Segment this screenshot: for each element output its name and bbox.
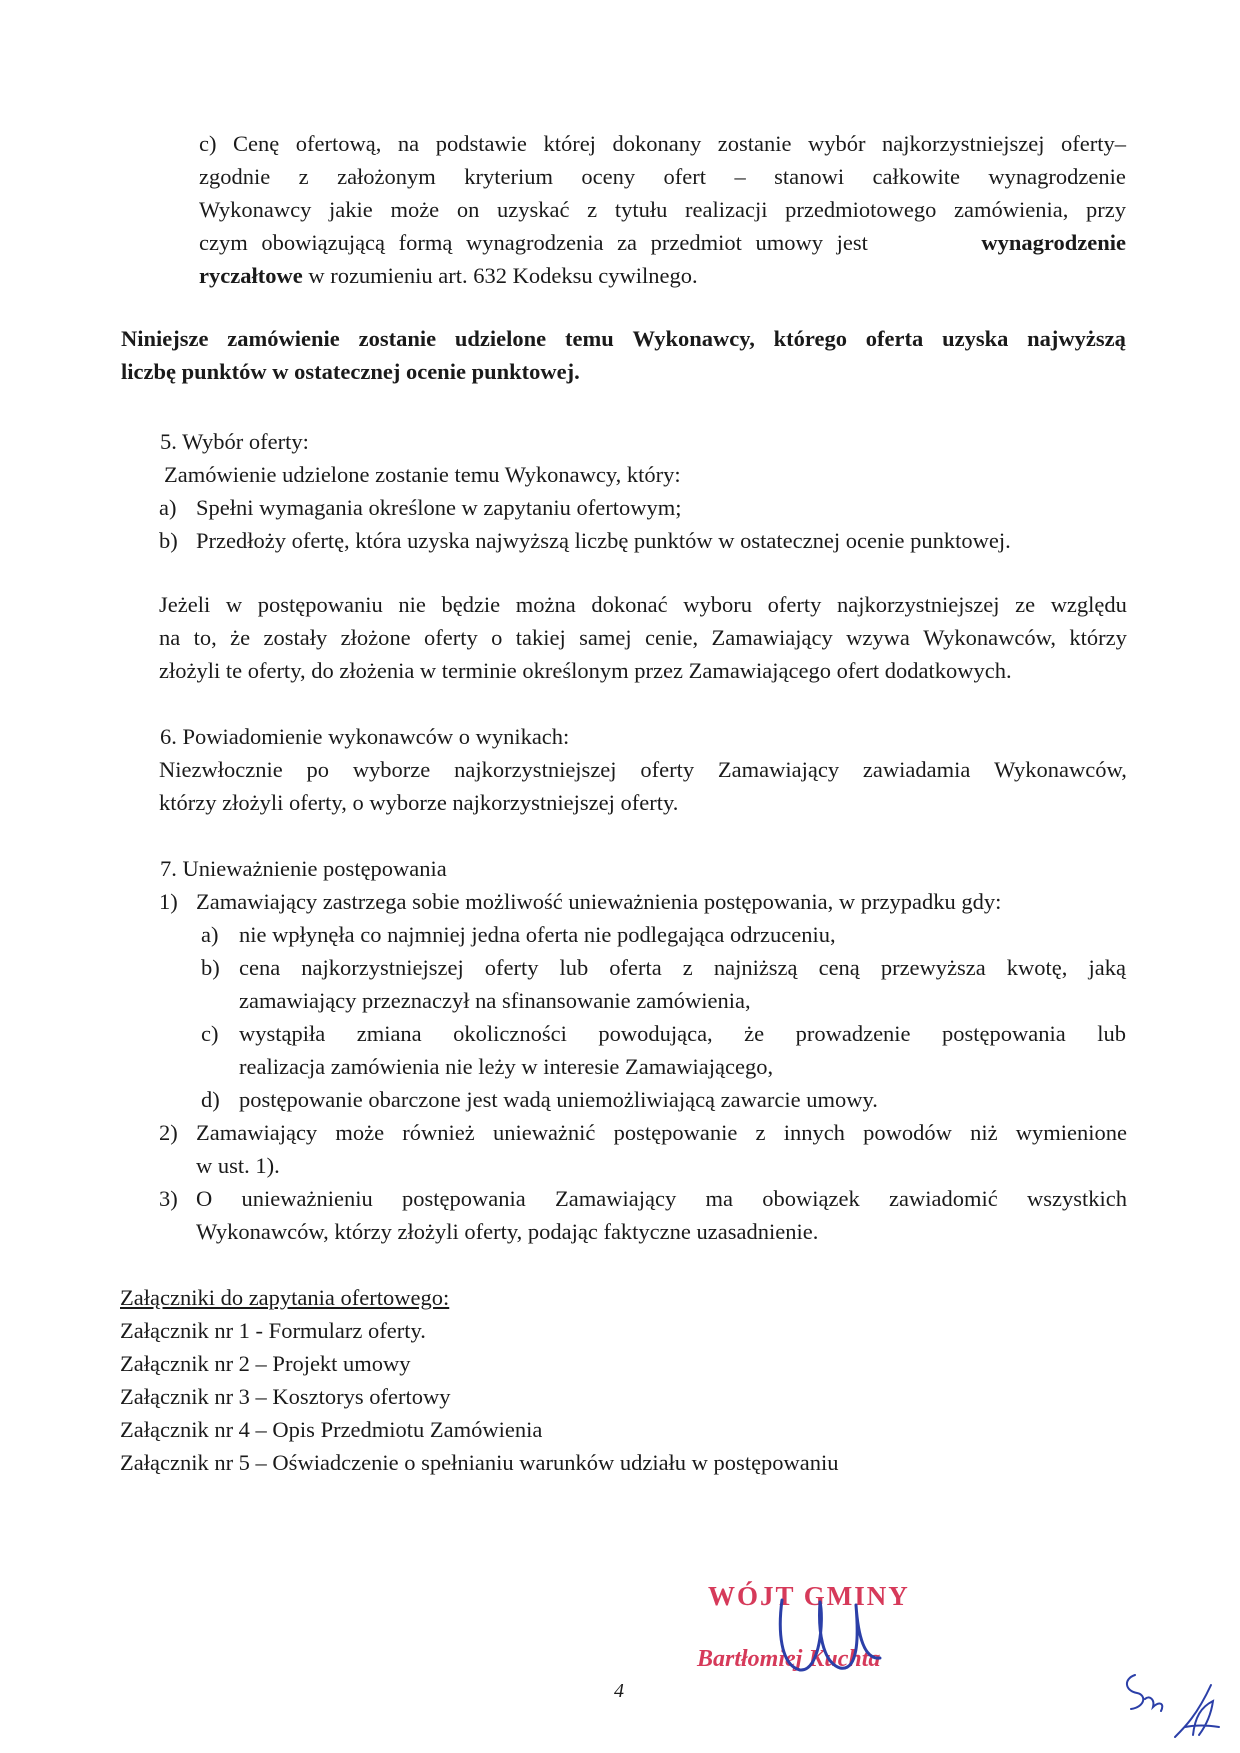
section-c-line: Wykonawcy jakie może on uzyskać z tytułu realizacji przedmiotowego zamówienia, przy <box>199 197 1126 222</box>
item-label: 1) <box>159 889 178 914</box>
attachments-heading: Załączniki do zapytania ofertowego: <box>120 1285 450 1310</box>
attachment-item: Załącznik nr 3 – Kosztorys ofertowy <box>120 1384 451 1409</box>
section7-item2-text <box>196 1116 1127 1182</box>
item-text: Spełni wymagania określone w zapytaniu ofertowym; <box>196 495 682 520</box>
bold-notice <box>121 322 1126 388</box>
section-c-line5-bold: ryczałtowe <box>199 263 303 288</box>
section-c-line: zgodnie z założonym kryterium oceny ofert – stanowi całkowite wynagrodzenie <box>199 164 1126 189</box>
paragraph-line: złożyli te oferty, do złożenia w terminie określonym przez Zamawiającego ofert dodatkowych. <box>159 658 1012 683</box>
section7-sub-item-text <box>239 1017 1126 1083</box>
item-label: d) <box>201 1087 220 1112</box>
section7-sub-item <box>201 1017 218 1050</box>
section6-heading: 6. Powiadomienie wykonawców o wynikach: <box>160 724 570 749</box>
item-text-line: realizacja zamówienia nie leży w interesie Zamawiającego, <box>239 1054 774 1079</box>
section-c-line <box>199 259 1126 292</box>
item-label: b) <box>159 528 178 553</box>
attachment-item: Załącznik nr 4 – Opis Przedmiotu Zamówienia <box>120 1417 543 1442</box>
section5-heading: 5. Wybór oferty: <box>160 429 309 454</box>
section5-paragraph <box>159 588 1127 687</box>
section5-item <box>159 524 1011 557</box>
section7-item3-text <box>196 1182 1127 1248</box>
attachment-item: Załącznik nr 2 – Projekt umowy <box>120 1351 411 1376</box>
item-text-line: Wykonawców, którzy złożyli oferty, podając faktyczne uzasadnienie. <box>196 1219 819 1244</box>
item-text: Zamawiający zastrzega sobie możliwość unieważnienia postępowania, w przypadku gdy: <box>196 889 1002 914</box>
section7-item3-label: 3) <box>159 1186 178 1211</box>
section-c-line: c) Cenę ofertową, na podstawie której dokonany zostanie wybór najkorzystniejszej oferty– <box>199 131 1126 156</box>
item-text-line: Zamawiający może również unieważnić postępowanie z innych powodów niż wymienione <box>196 1120 1127 1145</box>
section7-sub-item-text <box>239 951 1126 1017</box>
paragraph-line: na to, że zostały złożone oferty o takiej samej cenie, Zamawiający wzywa Wykonawców, którzy <box>159 625 1127 650</box>
item-text-line: O unieważnieniu postępowania Zamawiający ma obowiązek zawiadomić wszystkich <box>196 1186 1127 1211</box>
item-label: b) <box>201 955 220 980</box>
section5-intro: Zamówienie udzielone zostanie temu Wykonawcy, który: <box>164 462 681 487</box>
item-label: a) <box>201 922 219 947</box>
item-text: nie wpłynęła co najmniej jedna oferta nie podlegająca odrzuceniu, <box>239 922 836 947</box>
item-label: c) <box>201 1021 219 1046</box>
attachment-item: Załącznik nr 1 - Formularz oferty. <box>120 1318 426 1343</box>
section-c-line4-bold: wynagrodzenie <box>981 230 1126 255</box>
section7-sub-item <box>201 951 220 984</box>
paragraph-line: Niezwłocznie po wyborze najkorzystniejszej oferty Zamawiający zawiadamia Wykonawców, <box>159 757 1127 782</box>
stamp-name: Bartłomiej Kuchta <box>697 1646 881 1672</box>
paragraph-line: którzy złożyli oferty, o wyborze najkorzystniejszej oferty. <box>159 790 679 815</box>
attachment-item: Załącznik nr 5 – Oświadczenie o spełnianiu warunków udziału w postępowaniu <box>120 1450 839 1475</box>
item-text-line: cena najkorzystniejszej oferty lub oferta z najniższą ceną przewyższa kwotę, jaką <box>239 955 1126 980</box>
section7-item1 <box>159 885 1002 918</box>
section-c-line5-text: w rozumieniu art. 632 Kodeksu cywilnego. <box>302 263 698 288</box>
section7-sub-item <box>201 1083 878 1116</box>
section-c <box>199 127 1126 292</box>
stamp-title: WÓJT GMINY <box>708 1581 910 1611</box>
section7-item2-label: 2) <box>159 1120 178 1145</box>
bold-notice-line: Niniejsze zamówienie zostanie udzielone temu Wykonawcy, którego oferta uzyska najwyższą <box>121 326 1126 351</box>
section-c-line4-text: czym obowiązującą formą wynagrodzenia za przedmiot umowy jest <box>199 230 882 255</box>
item-text: Przedłoży ofertę, która uzyska najwyższą liczbę punktów w ostatecznej ocenie punktowej. <box>196 528 1011 553</box>
signature-mark <box>760 1580 900 1690</box>
item-label: a) <box>159 495 177 520</box>
item-text: postępowanie obarczone jest wadą uniemożliwiającą zawarcie umowy. <box>239 1087 878 1112</box>
paragraph-line: Jeżeli w postępowaniu nie będzie można dokonać wyboru oferty najkorzystniejszej ze względu <box>159 592 1127 617</box>
section-c-line <box>199 226 1126 259</box>
page-number: 4 <box>614 1680 624 1702</box>
initials-mark <box>1115 1655 1230 1745</box>
section5-item <box>159 491 682 524</box>
item-text-line: w ust. 1). <box>196 1153 280 1178</box>
section6-paragraph <box>159 753 1127 819</box>
section7-heading: 7. Unieważnienie postępowania <box>160 856 447 881</box>
bold-notice-line: liczbę punktów w ostatecznej ocenie punktowej. <box>121 359 580 384</box>
section7-sub-item <box>201 918 836 951</box>
item-text-line: zamawiający przeznaczył na sfinansowanie zamówienia, <box>239 988 751 1013</box>
item-text-line: wystąpiła zmiana okoliczności powodująca, że prowadzenie postępowania lub <box>239 1021 1126 1046</box>
